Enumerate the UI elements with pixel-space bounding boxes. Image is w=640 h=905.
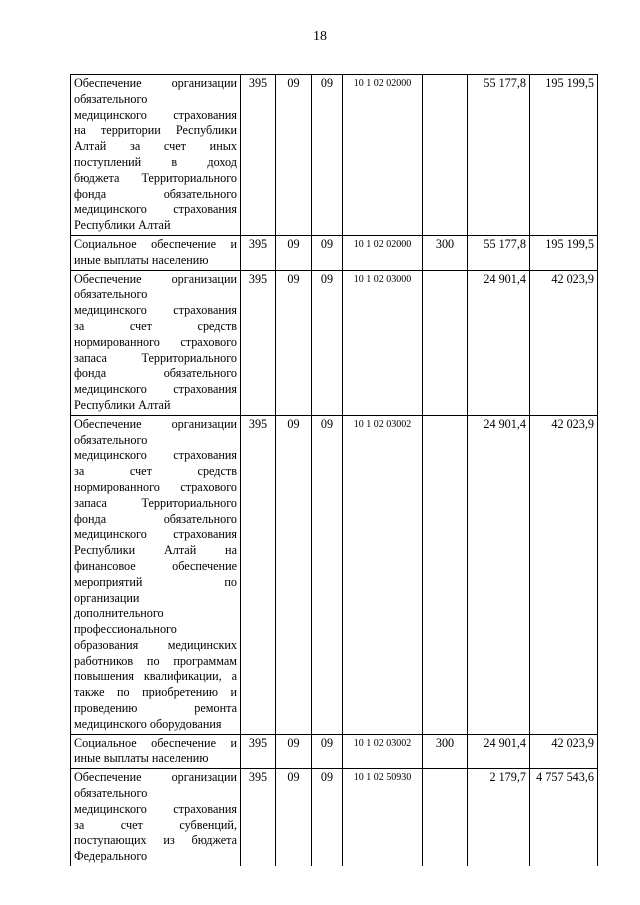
admin-code-cell: 395 (241, 75, 276, 236)
description-line: повышения квалификации, а (74, 669, 237, 684)
description-cell (71, 235, 241, 270)
section-code-cell: 09 (276, 75, 312, 236)
description-line: также по приобретению и (74, 685, 237, 700)
table-row (71, 75, 598, 236)
description-line: иные выплаты населению (74, 252, 209, 267)
description-line: образования медицинских (74, 637, 237, 652)
description-line: нормированного страхового (74, 334, 237, 349)
admin-code-cell: 395 (241, 235, 276, 270)
description-cell (71, 734, 241, 769)
expense-type-cell (423, 769, 468, 866)
target-article-cell: 10 1 02 03000 (343, 270, 423, 415)
description-line: медицинского страхования (74, 527, 237, 542)
admin-code-cell: 395 (241, 769, 276, 866)
description-line: на территории Республики (74, 123, 237, 138)
description-line: Алтай за счет иных (74, 139, 237, 154)
table-row (71, 235, 598, 270)
description-line: Республики Алтай на (74, 543, 237, 558)
amount-cell-2: 42 023,9 (530, 270, 598, 415)
section-code-cell: 09 (276, 734, 312, 769)
description-line: дополнительного (74, 606, 164, 621)
section-code-cell: 09 (276, 415, 312, 734)
target-article-cell: 10 1 02 03002 (343, 415, 423, 734)
expense-type-cell: 300 (423, 235, 468, 270)
subsection-code-cell: 09 (312, 734, 343, 769)
description-line: Обеспечение организации (74, 271, 237, 286)
target-article-cell: 10 1 02 50930 (343, 769, 423, 866)
description-line: обязательного (74, 287, 148, 302)
amount-cell-1: 24 901,4 (468, 270, 530, 415)
amount-cell-2: 195 199,5 (530, 75, 598, 236)
table-row (71, 415, 598, 734)
description-line: за счет средств (74, 464, 237, 479)
description-cell (71, 270, 241, 415)
subsection-code-cell: 09 (312, 235, 343, 270)
description-line: Республики Алтай (74, 397, 171, 412)
target-article-cell: 10 1 02 03002 (343, 734, 423, 769)
description-line: медицинского страхования (74, 202, 237, 217)
amount-cell-2: 42 023,9 (530, 734, 598, 769)
budget-table (70, 74, 598, 866)
description-cell (71, 769, 241, 866)
table-body (71, 75, 598, 867)
description-line: запаса Территориального (74, 350, 237, 365)
description-line: медицинского страхования (74, 448, 237, 463)
amount-cell-1: 2 179,7 (468, 769, 530, 866)
description-line: финансовое обеспечение (74, 558, 237, 573)
description-cell (71, 415, 241, 734)
subsection-code-cell: 09 (312, 75, 343, 236)
amount-cell-1: 24 901,4 (468, 415, 530, 734)
admin-code-cell: 395 (241, 415, 276, 734)
description-line: обязательного (74, 432, 148, 447)
admin-code-cell: 395 (241, 734, 276, 769)
description-line: фонда обязательного (74, 186, 237, 201)
admin-code-cell: 395 (241, 270, 276, 415)
description-line: иные выплаты населению (74, 751, 209, 766)
description-line: Обеспечение организации (74, 770, 237, 785)
description-line: бюджета Территориального (74, 170, 237, 185)
section-code-cell: 09 (276, 235, 312, 270)
description-line: Обеспечение организации (74, 76, 237, 90)
table-row (71, 734, 598, 769)
expense-type-cell (423, 75, 468, 236)
expense-type-cell (423, 415, 468, 734)
description-line: за счет субвенций, (74, 817, 237, 832)
description-line: запаса Территориального (74, 495, 237, 510)
target-article-cell: 10 1 02 02000 (343, 235, 423, 270)
description-line: фонда обязательного (74, 511, 237, 526)
description-line: организации (74, 590, 140, 605)
description-line: поступлений в доход (74, 154, 237, 169)
expense-type-cell: 300 (423, 734, 468, 769)
subsection-code-cell: 09 (312, 270, 343, 415)
page-number: 18 (313, 29, 327, 44)
amount-cell-2: 195 199,5 (530, 235, 598, 270)
description-line: Федерального (74, 849, 148, 864)
description-line: медицинского страхования (74, 801, 237, 816)
description-line: медицинского страхования (74, 303, 237, 318)
description-line: за счет средств (74, 318, 237, 333)
description-line: Республики Алтай (74, 218, 171, 233)
target-article-cell: 10 1 02 02000 (343, 75, 423, 236)
description-line: фонда обязательного (74, 366, 237, 381)
amount-cell-1: 55 177,8 (468, 75, 530, 236)
description-line: профессионального (74, 622, 177, 637)
description-line: работников по программам (74, 653, 237, 668)
description-line: мероприятий по (74, 574, 237, 589)
amount-cell-2: 4 757 543,6 (530, 769, 598, 866)
description-line: поступающих из бюджета (74, 833, 237, 848)
description-line: обязательного (74, 786, 148, 801)
description-cell (71, 75, 241, 236)
description-line: медицинского оборудования (74, 716, 222, 731)
amount-cell-2: 42 023,9 (530, 415, 598, 734)
subsection-code-cell: 09 (312, 415, 343, 734)
description-line: медицинского страхования (74, 382, 237, 397)
description-line: медицинского страхования (74, 107, 237, 122)
table-row (71, 769, 598, 866)
subsection-code-cell: 09 (312, 769, 343, 866)
description-line: обязательного (74, 91, 148, 106)
description-line: Обеспечение организации (74, 416, 237, 431)
description-line: нормированного страхового (74, 479, 237, 494)
table-row (71, 270, 598, 415)
section-code-cell: 09 (276, 270, 312, 415)
expense-type-cell (423, 270, 468, 415)
amount-cell-1: 55 177,8 (468, 235, 530, 270)
description-line: проведению ремонта (74, 701, 237, 716)
description-line: Социальное обеспечение и (74, 735, 237, 750)
amount-cell-1: 24 901,4 (468, 734, 530, 769)
description-line: Социальное обеспечение и (74, 236, 237, 251)
section-code-cell: 09 (276, 769, 312, 866)
